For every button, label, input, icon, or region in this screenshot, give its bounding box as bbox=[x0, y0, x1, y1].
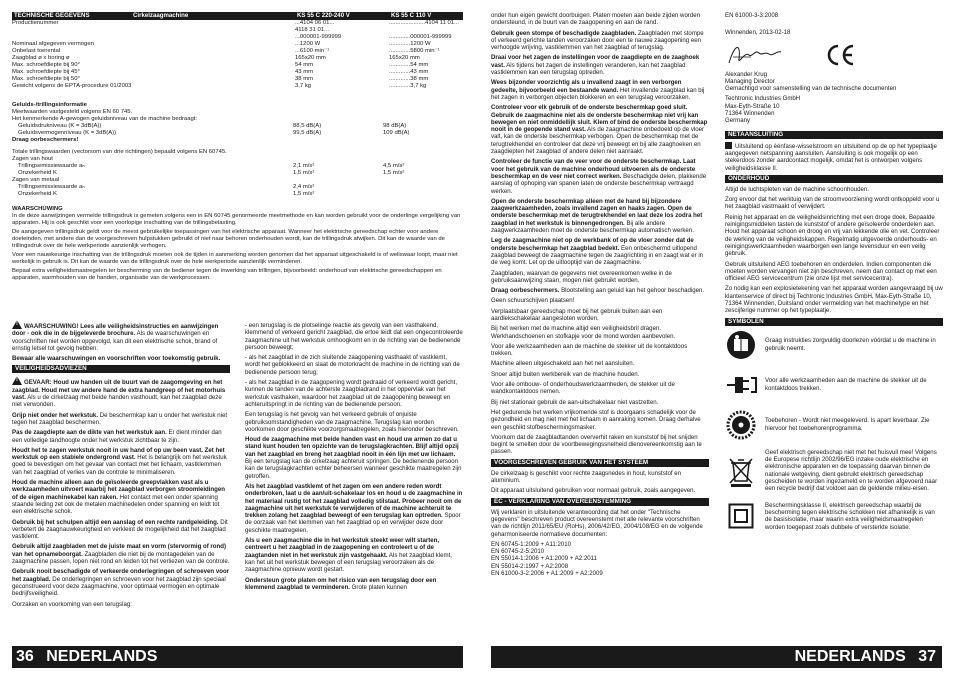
unplug-icon bbox=[725, 369, 757, 401]
section-header-symbols: SYMBOLEN bbox=[725, 318, 943, 326]
spec-row: Gewicht volgens de EPTA-procedure 01/2003 3,7 kg .............3,7 kg bbox=[12, 83, 427, 89]
noise-block: Geluids-/trillingsinformatie Meetwaarden vastgesteld volgens EN 60 745. Het kenmerkende A-gewogen geluidsniveau van de machine bedraagt: Geluidsdrukniveau (K = 3dB(A)) 88,5 dB(A) 98 dB(A) Geluidsvermogenniveau (K = 3dB(A)) 99,5 dB(A) 109 dB(A) Draag oorbeschermers! Totale trillingswaarden (vectorsom van drie richtingen) bepaald volgens EN 60745. Zagen van hout Trillingsemissiewaarde aₕ 2,1 m/s² 4,5 m/s² Onzekerheid K 1,5 m/s² 1,5 m/s² Zagen van metaal Trillingsemissiewaarde aₕ 2,4 m/s² Onzekerheid K 1,5 m/s² WAARSCHUWING In de deze aanwijzingen vermelde trillingsdruk is gemeten volgens een in EN 60745 genormeerde meetmethode en kan worden gebruikt voor de onderlinge vergelijking van apparaten. Hij is ook geschikt voor een voorlopige inschatting van de trillingsbelasting. De aangegeven trillingsdruk geldt voor de meest gebruikelijke toepassingen van het elektrische apparaat. Wanneer het elektrische gereedschap echter voor andere doeleinden, met andere dan de voorgeschreven hulpstukken gebruikt of niet naar behoren onderhouden wordt, kan de trillingsdruk afwijken. Dit kan de waarde van de trillingsdruk over de hele werkperiode aanzienlijk verhogen. Voor een nauwkeurige inschatting van de trillingsdruk moeten ook de tijden in aanmerking worden genomen dat het apparaat uitgeschakeld is of weliswaar loopt, maar niet werkelijk in gebruik is. Dit kan de waarde van de trillingsdruk over de hele werkperiode aanzienlijk verminderen. Bepaal extra veiligheidsmaatregelen ter bescherming van de bediener tegen de inwerking van trillingen, bijvoorbeeld: onderhoud van elektrische gereedschappen en apparaten, warmhouden van de handen, organisatie van de werkprocessen. bbox=[12, 102, 463, 282]
page-number-left: 36 bbox=[16, 648, 34, 665]
spec-header-row bbox=[12, 12, 463, 20]
symbol-row: Graag instrukties zorgvuldig doorlezen vóórdat u de machine in gebruik neemt. bbox=[725, 329, 943, 361]
column-3: onder hun eigen gewicht doorbuigen. Platen moeten aan beide zijden worden ondersteund, in de buurt van de zaagopening en aan de rand. Gebruik geen stompe of beschadigde zaagbladen. Zaagbladen met stompe of verkeerd gerichte tanden veroorzaken door een te nauwe zaagopening een verhoogde wrijving, vastklemmen van het zaagblad of terugslag. Draai voor het zagen de instellingen voor de zaagdiepte en de zaaghoek vast. Als tijdens het zagen de instellingen veranderen, kan het zaagblad vastklemmen kan een terugslag optreden. Wees bijzonder voorzichtig als u invallend zaagt in een verborgen gedeelte, bijvoorbeeld een bestaande wand. Het invallende zaagblad kan bij het zagen in verborgen objecten blokkeren en een terugslag veroorzaken. Controleer voor elk gebruik of de onderste beschermkap goed sluit. Gebruik de zaagmachine niet als de onderste beschermkap niet vrij kan bewegen en niet onmiddellijk sluit. Klem of bind de onderste beschermkap nooit in de geopende stand vast. Als de zaagmachine onbedoeld op de vloer valt, kan de onderste beschermkap verbogen. Open de beschermkap met de terugtrekhendel en controleer dat deze vrij beweegt en bij alle zaaghoeken en zaagdiepten het zaagblad of andere delen niet aanraakt. Controleer de functie van de veer voor de onderste beschermkap. Laat voor het gebruik van de machine onderhoud uitvoeren als de onderste beschermkap en de veer niet correct werken. Beschadigde delen, plakkende aanslag of ophoping van spanen laten de onderste beschermkap vertraagd werken. Open de onderste beschermkap alleen met de hand bij bijzondere zaagwerkzaamheden, zoals invallend zagen en haaks zagen. Open de onderste beschermkap met de terugtrekhendel en laat deze los zodra het zaagblad in het werkstuk is binnengedrongen. Bij alle andere zaagwerkzaamheden moet de onderste beschermkap automatisch werken. Leg de zaagmachine niet op de werkbank of op de vloer zonder dat de onderste beschermkap het zaagblad bedekt. Een onbeschermd uitlopend zaagblad beweegt de zaagmachine tegen de zaagrichting in en zaagt wat er in de weg komt. Let op de uitlooptijd van de zaagmachine. Zaagbladen, waarvan de gegevens niet overeenkomen welke in de gebruiksaanwijzing staan, mogen niet gebruikt worden. Draag oorbeschermers. Blootstelling aan geluid kan het gehoor beschadigen. Geen schuurschijven plaatsen! Verplaatsbaar gereedschap moet bij het gebruik buiten aan een aardlekschakelaar aangesloten worden. Bij het werken met de machine altijd een veiligheidsbril dragen. Werkhandschoenen en stofkapje voor de mond worden aanbevolen. Voor alle werkzaamheden aan de machine de stekker uit de kontaktdoos trekken. Machine alleen uitgeschakeld aan het net aansluiten. Snoer altijd buiten werkbereik van de machine houden. Voor alle ombouw- of onderhoudswerkzaamheden, de stekker uit de wandkontaktdoos nemen. Bij niet stationair gebruik de aan-uitschakelaar niet vastzetten. Het gedurende het werken vrijkomende stof is doorgaans schadelijk voor de gezondheid en mag niet met het lichaam in aanraking komen. Draag derhalve een geschikt stofbeschermingsmasker. Voorkom dat de zaagbladtanden oververhit raken en kunststof bij het snijden begint te smelten door de voortbewegingssnelheid dienovereenkomstig aan te passen. VOORGESCHREVEN GEBRUIK VAN HET SYSTEEM De cirkelzaag is geschikt voor rechte zaagsnedes in hout, kunststof en aluminium. Dit apparaat uitsluitend gebruiken voor normaal gebruik, zoals aangegeven. EC - VERKLARING VAN OVEREENSTEMMING Wij verklaren in uitsluitende verantwoording dat het onder "Technische gegevens" beschreven product overeenstemt met alle relevante voorschriften van de richtlijn 2011/65/EU (RoHs), 2006/42/EG, 2004/108/EG en de volgende geharmoniseerde normatieve documenten: EN 60745-1:2009 + A11:2010 EN 60745-2-5:2010 EN 55014-1:2006 + A1:2009 + A2:2011 EN 55014-2:1997 + A2:2008 EN 61000-3-2:2006 + A1:2009 + A2:2009 bbox=[491, 12, 708, 577]
spec-row: 4118 31 01... bbox=[295, 27, 329, 33]
footer-left bbox=[12, 646, 463, 668]
noise-row: Geluidsvermogenniveau (K = 3dB(A)) 99,5 dB(A) 109 dB(A) bbox=[18, 130, 410, 136]
page-right bbox=[477, 0, 954, 677]
section-header-net: NETAANSLUITING bbox=[725, 131, 943, 139]
column-4: EN 61000-3-3:2008 Winnenden, 2013-02-18 Alexander Krug Managing Director Gemachtigd voor samenstelling van de technische documenten Techtronic Industries GmbH Max-Eyth-Straße 10 71364 Winnenden Germany NETAANSLUITING Uitsluitend op éénfase-wisselstroom en uitsluitend op de op het typeplaatje aangegeven netspanning aansluiten. Aansluiting is ook mogelijk op een stekerdoos zonder aardcontact mogelijk, omdat het is ontworpen volgens veiligheidsklasse II. ONDERHOUD Altijd de luchtspleten van de machine schoonhouden. Zorg ervoor dat het werktuig van de stroomvoorziening wordt ontkoppeld voor u het zaagblad vastmaakt of verwijdert. Reinig het apparaat en de veiligheidsinrichting met een droge doek. Bepaalde reinigingsmiddelen tasten de kunststof of andere geïsoleerde onderdelen aan. Houd het apparaat schoon en droog en vrij van lekkende olie en vet. Controleer de werking van de veiligheidskappen. Regelmatig uitgevoerde onderhouds- en reinigingswerkzaamheden waarborgen een lange levensduur en een veilig gebruik. Gebruik uitsluitend AEG toebehoren en onderdelen. Indien componenten die moeten worden vervangen niet zijn beschreven, neem dan contact op met een officieel AEG servicecentrum (zie onze lijst met servicecentra). Zo nodig kan een explosietekening van het apparaat worden aangevraagd bij uw klantenservice of direct bij Techtronic Industries GmbH, Max-Eyth-Straße 10, 71364 Winnenden, Duitsland onder vermelding van het machinetype en het zescijferige nummer op het typeplaatje. SYMBOLEN Graag instrukties zorgvuldig doorlezen vóórdat u de machine in gebruik neemt. Voor alle werkzaamheden aan de machine de stekker uit de kontaktdoos trekken. Toebehoren - Wordt niet meegeleverd. Is apart leverbaar. Zie hiervoor het toebehorenprogramma. Geef elektrisch gereedschap niet met het huisvuil mee! Volgens de Europese richtlijn 2002/96/EG inzake oude elektrische en elektronische apparaten en de toepassing daarvan binnen de nationale wetgeving, dient gebruikt elektrisch gereedschap gescheiden te worden ingezameld en te worden afgevoerd naar een recycle bedrijf dat voldoet aan de geldende milieu-eisen. Beschermingsklasse II, elektrisch gereedschap waarbij de bescherming tegen elektrische schokken niet afhankelijk is van de basisisolatie, maar waarin extra veiligheidsmaatregelen worden toegepast zoals dubbele of versterkte isolatie. bbox=[725, 12, 943, 531]
signatory-name: Alexander Krug bbox=[725, 70, 768, 78]
saw-blade-icon bbox=[725, 409, 757, 441]
ear-protection: Draag oorbeschermers! bbox=[12, 137, 79, 143]
signature-area bbox=[725, 41, 943, 71]
double-insulation-icon bbox=[725, 500, 757, 532]
read-manual-icon bbox=[725, 329, 757, 361]
spec-row: ...000001-999999 .............000001-999999 bbox=[295, 34, 452, 40]
ce-mark-icon bbox=[825, 43, 855, 67]
signature-icon bbox=[725, 41, 785, 69]
waarschuwing-title: WAARSCHUWING bbox=[12, 206, 63, 212]
spec-row: Onbelast toerental ...6100 min⁻¹ .............5800 min⁻¹ bbox=[12, 48, 440, 54]
waarschuwing-block: WAARSCHUWING In de deze aanwijzingen vermelde trillingsdruk is gemeten volgens een in EN 60745 genormeerde meetmethode en kan worden gebruikt voor de onderlinge vergelijking van apparaten. Hij is ook geschikt voor een voorlopige inschatting van de trillingsbelasting. De aangegeven trillingsdruk geldt voor de meest gebruikelijke toepassingen van het elektrische apparaat. Wanneer het elektrische gereedschap echter voor andere doeleinden, met andere dan de voorgeschreven hulpstukken gebruikt of niet naar behoren onderhouden wordt, kan de trillingsdruk afwijken. Dit kan de waarde van de trillingsdruk over de hele werkperiode aanzienlijk verhogen. Voor een nauwkeurige inschatting van de trillingsdruk moeten ook de tijden in aanmerking worden genomen dat het apparaat uitgeschakeld is of weliswaar loopt, maar niet werkelijk in gebruik is. Dit kan de waarde van de trillingsdruk over de hele werkperiode aanzienlijk verminderen. Bepaal extra veiligheidsmaatregelen ter bescherming van de bediener tegen de inwerking van trillingen, bijvoorbeeld: onderhoud van elektrische gereedschappen en apparaten, warmhouden van de handen, organisatie van de werkprocessen. bbox=[12, 206, 463, 282]
spec-row: Max. schroefdiepte bij 90° 54 mm .............54 mm bbox=[12, 62, 429, 68]
spec-header-model-1: KS 55 C 220-240 V bbox=[295, 12, 389, 20]
spec-row: Zaagblad ø x boring ø 165x20 mm 165x20 mm bbox=[12, 55, 420, 61]
footer-right bbox=[491, 646, 942, 668]
section-header-use: VOORGESCHREVEN GEBRUIK VAN HET SYSTEEM bbox=[491, 459, 709, 467]
spec-row: Nominaal afgegeven vermogen ...1200 W .............1200 W bbox=[12, 41, 431, 47]
section-header-safety: VEILIGHEIDSADVIEZEN bbox=[12, 365, 230, 373]
column-2: - een terugslag is de plotselinge reactie als gevolg van een vasthakend, klemmend of verkeerd gericht zaagblad, die ertoe leidt dat een ongecontroleerde zaagmachine uit het werkstuk omhoogkomt en in de richting van de bedienende persoon beweegt; - als het zaagblad in de zich sluitende zaagopening vasthaakt of vastklemt, wordt het geblokkeerd en slaat de motorkracht de machine in de richting van de bedienende persoon terug; - als het zaagblad in de zaagopening wordt gedraaid of verkeerd wordt gericht, kunnen de tanden van de achterste zaagbladrand in het oppervlak van het werkstuk vasthaken, waardoor het zaagblad uit de zaagopening beweegt en achteruitspringt in de richting van de bedienende persoon. Een terugslag is het gevolg van het verkeerd gebruik of onjuiste gebruiksomstandigheden van de zaagmachine. Terugslag kan worden voorkomen door geschikte voorzorgsmaatregelen, zoals hieronder beschreven. Houd de zaagmachine met beide handen vast en houd uw armen zo dat u stand kunt houden ten opzichte van de terugslagkrachten. Blijf altijd opzij van het zaagblad en breng het zaagblad nooit in één lijn met uw lichaam. Bij een terugslag kan de cirkelzaag achteruit springen. De bedienende persoon kan de terugslagkrachten echter beheersen wanneer geschikte maatregelen zijn getroffen. Als het zaagblad vastklemt of het zagen om een andere reden wordt onderbroken, laat u de aan/uit-schakelaar los en houd u de zaagmachine in het materiaal rustig tot het zaagblad volledig stilstaat. Probeer nooit om de zaagmachine uit het werkstuk te verwijderen of de machine achteruit te trekken zolang het zaagblad beweegt of een terugslag kan optreden. Spoor de oorzaak van het klemmen van het zaagblad op en verwijder deze door geschikte maatregelen. Als u een zaagmachine die in het werkstuk steekt weer wilt starten, centreert u het zaagblad in de zaagopening en controleert u of de zaagtanden niet in het werkstuk zijn vastgehaakt. Als het zaagblad klemt, kan het uit het werkstuk bewegen of een terugslag veroorzaken als de zaagmachine opnieuw wordt gestart. Ondersteun grote platen om het risico van een terugslag door een klemmend zaagblad te verminderen. Grote platen kunnen bbox=[245, 322, 463, 591]
page-number-right: 37 bbox=[918, 648, 936, 665]
symbol-row: Toebehoren - Wordt niet meegeleverd. Is apart leverbaar. Zie hiervoor het toebehorenprogramma. bbox=[725, 409, 943, 441]
weee-bin-icon bbox=[725, 455, 757, 487]
symbol-row: Voor alle werkzaamheden aan de machine de stekker uit de kontaktdoos trekken. bbox=[725, 369, 943, 401]
section-header-ec: EC - VERKLARING VAN OVEREENSTEMMING bbox=[491, 498, 709, 506]
danger-icon bbox=[12, 376, 22, 385]
spec-block bbox=[12, 12, 463, 282]
class-ii-icon bbox=[725, 142, 732, 149]
spec-header-title: TECHNISCHE GEGEVENS bbox=[12, 12, 131, 20]
spec-row: Max. schroefdiepte bij 45° 43 mm .............43 mm bbox=[12, 69, 429, 75]
column-1: !WAARSCHUWING! Lees alle veiligheidsinstructies en aanwijzingen door - ook die in de bijgeleverde brochure. Als de waarschuwingen en voorschriften niet worden opgevolgd, kan dit een elektrische schok, brand of ernstig letsel tot gevolg hebben. Bewaar alle waarschuwingen en voorschriften voor toekomstig gebruik. VEILIGHEIDSADVIEZEN !GEVAAR: Houd uw handen uit de buurt van de zaagomgeving en het zaagblad. Houd met uw andere hand de extra handgreep of het motorhuis vast. Als u de cirkelzaag met beide handen vasthoudt, kan het zaagblad deze niet verwonden. Grijp niet onder het werkstuk. De beschermkap kan u onder het werkstuk niet tegen het zaagblad beschermen. Pas de zaagdiepte aan de dikte van het werkstuk aan. Er dient minder dan een volledige tandhoogte onder het werkstuk zichtbaar te zijn. Houdt het te zagen werkstuk nooit in uw hand of op uw been vast. Zet het werkstuk op een stabiele ondergrond vast. Het is belangrijk om het werkstuk goed te bevestigen om het gevaar van contact met het lichaam, vastklemmen van het zaagblad of verlies van de controle te minimaliseren. Houd de machine alleen aan de geïsoleerde greepvlakken vast als u werkzaamheden uitvoert waarbij het zaagblad verborgen stroomleidingen of de eigen machinekabel kan raken. Het contact met een onder spanning staande leiding zet ook de metalen machinedelen onder spanning en leidt tot een elektrische schok. Gebruik bij het schulpen altijd een aanslag of een rechte randgeleiding. Dit verbetert de zaagnauwkeurigheid en verkleint de mogelijkheid dat het zaagblad vastklemt. Gebruik altijd zaagbladen met de juiste maat en vorm (stervormig of rond) van het opnameboorgat. Zaagbladen die niet bij de montagedelen van de zaagmachine passen, lopen niet rond en leiden tot het verliezen van de controle. Gebruik nooit beschadigde of verkeerde onderlegringen of schroeven voor het zaagblad. De onderlegringen en schroeven voor het zaagblad zijn speciaal geconstrueerd voor deze zaagmachine, voor optimaal vermogen en optimale bedrijfsveiligheid. Oorzaken en voorkoming van een terugslag: bbox=[12, 320, 230, 611]
noise-row: Geluidsdrukniveau (K = 3dB(A)) 88,5 dB(A) 98 dB(A) bbox=[18, 123, 407, 129]
place-date: Winnenden, 2013-02-18 bbox=[725, 29, 791, 37]
spec-header-product: Cirkelzaagmachine bbox=[131, 12, 295, 20]
warning-icon bbox=[12, 320, 22, 329]
noise-title: Geluids-/trillingsinformatie bbox=[12, 102, 87, 108]
spec-header-model-2: KS 55 C 110 V bbox=[389, 12, 463, 20]
spec-row: Productienummer ...4104 06 01... ......................4104 11 01... bbox=[12, 20, 459, 26]
symbol-row: Geef elektrisch gereedschap niet met het huisvuil mee! Volgens de Europese richtlijn 2002/96/EG inzake oude elektrische en elektronische apparaten en de toepassing daarvan binnen de nationale wetgeving, dient gebruikt elektrisch gereedschap gescheiden te worden ingezameld en te worden afgevoerd naar een recycle bedrijf dat voldoet aan de geldende milieu-eisen. bbox=[725, 449, 943, 493]
section-header-maintenance: ONDERHOUD bbox=[725, 175, 943, 183]
language-right: NEDERLANDS bbox=[794, 648, 906, 665]
language-left: NEDERLANDS bbox=[46, 648, 158, 665]
spec-row: Max. schroefdiepte bij 50° 38 mm .............38 mm bbox=[12, 76, 429, 82]
spec-table bbox=[12, 12, 463, 90]
symbol-row: Beschermingsklasse II, elektrisch gereedschap waarbij de bescherming tegen elektrische schokken niet afhankelijk is van de basisisolatie, maar waarin extra veiligheidsmaatregelen worden toegepast zoals dubbele of versterkte isolatie. bbox=[725, 500, 943, 532]
